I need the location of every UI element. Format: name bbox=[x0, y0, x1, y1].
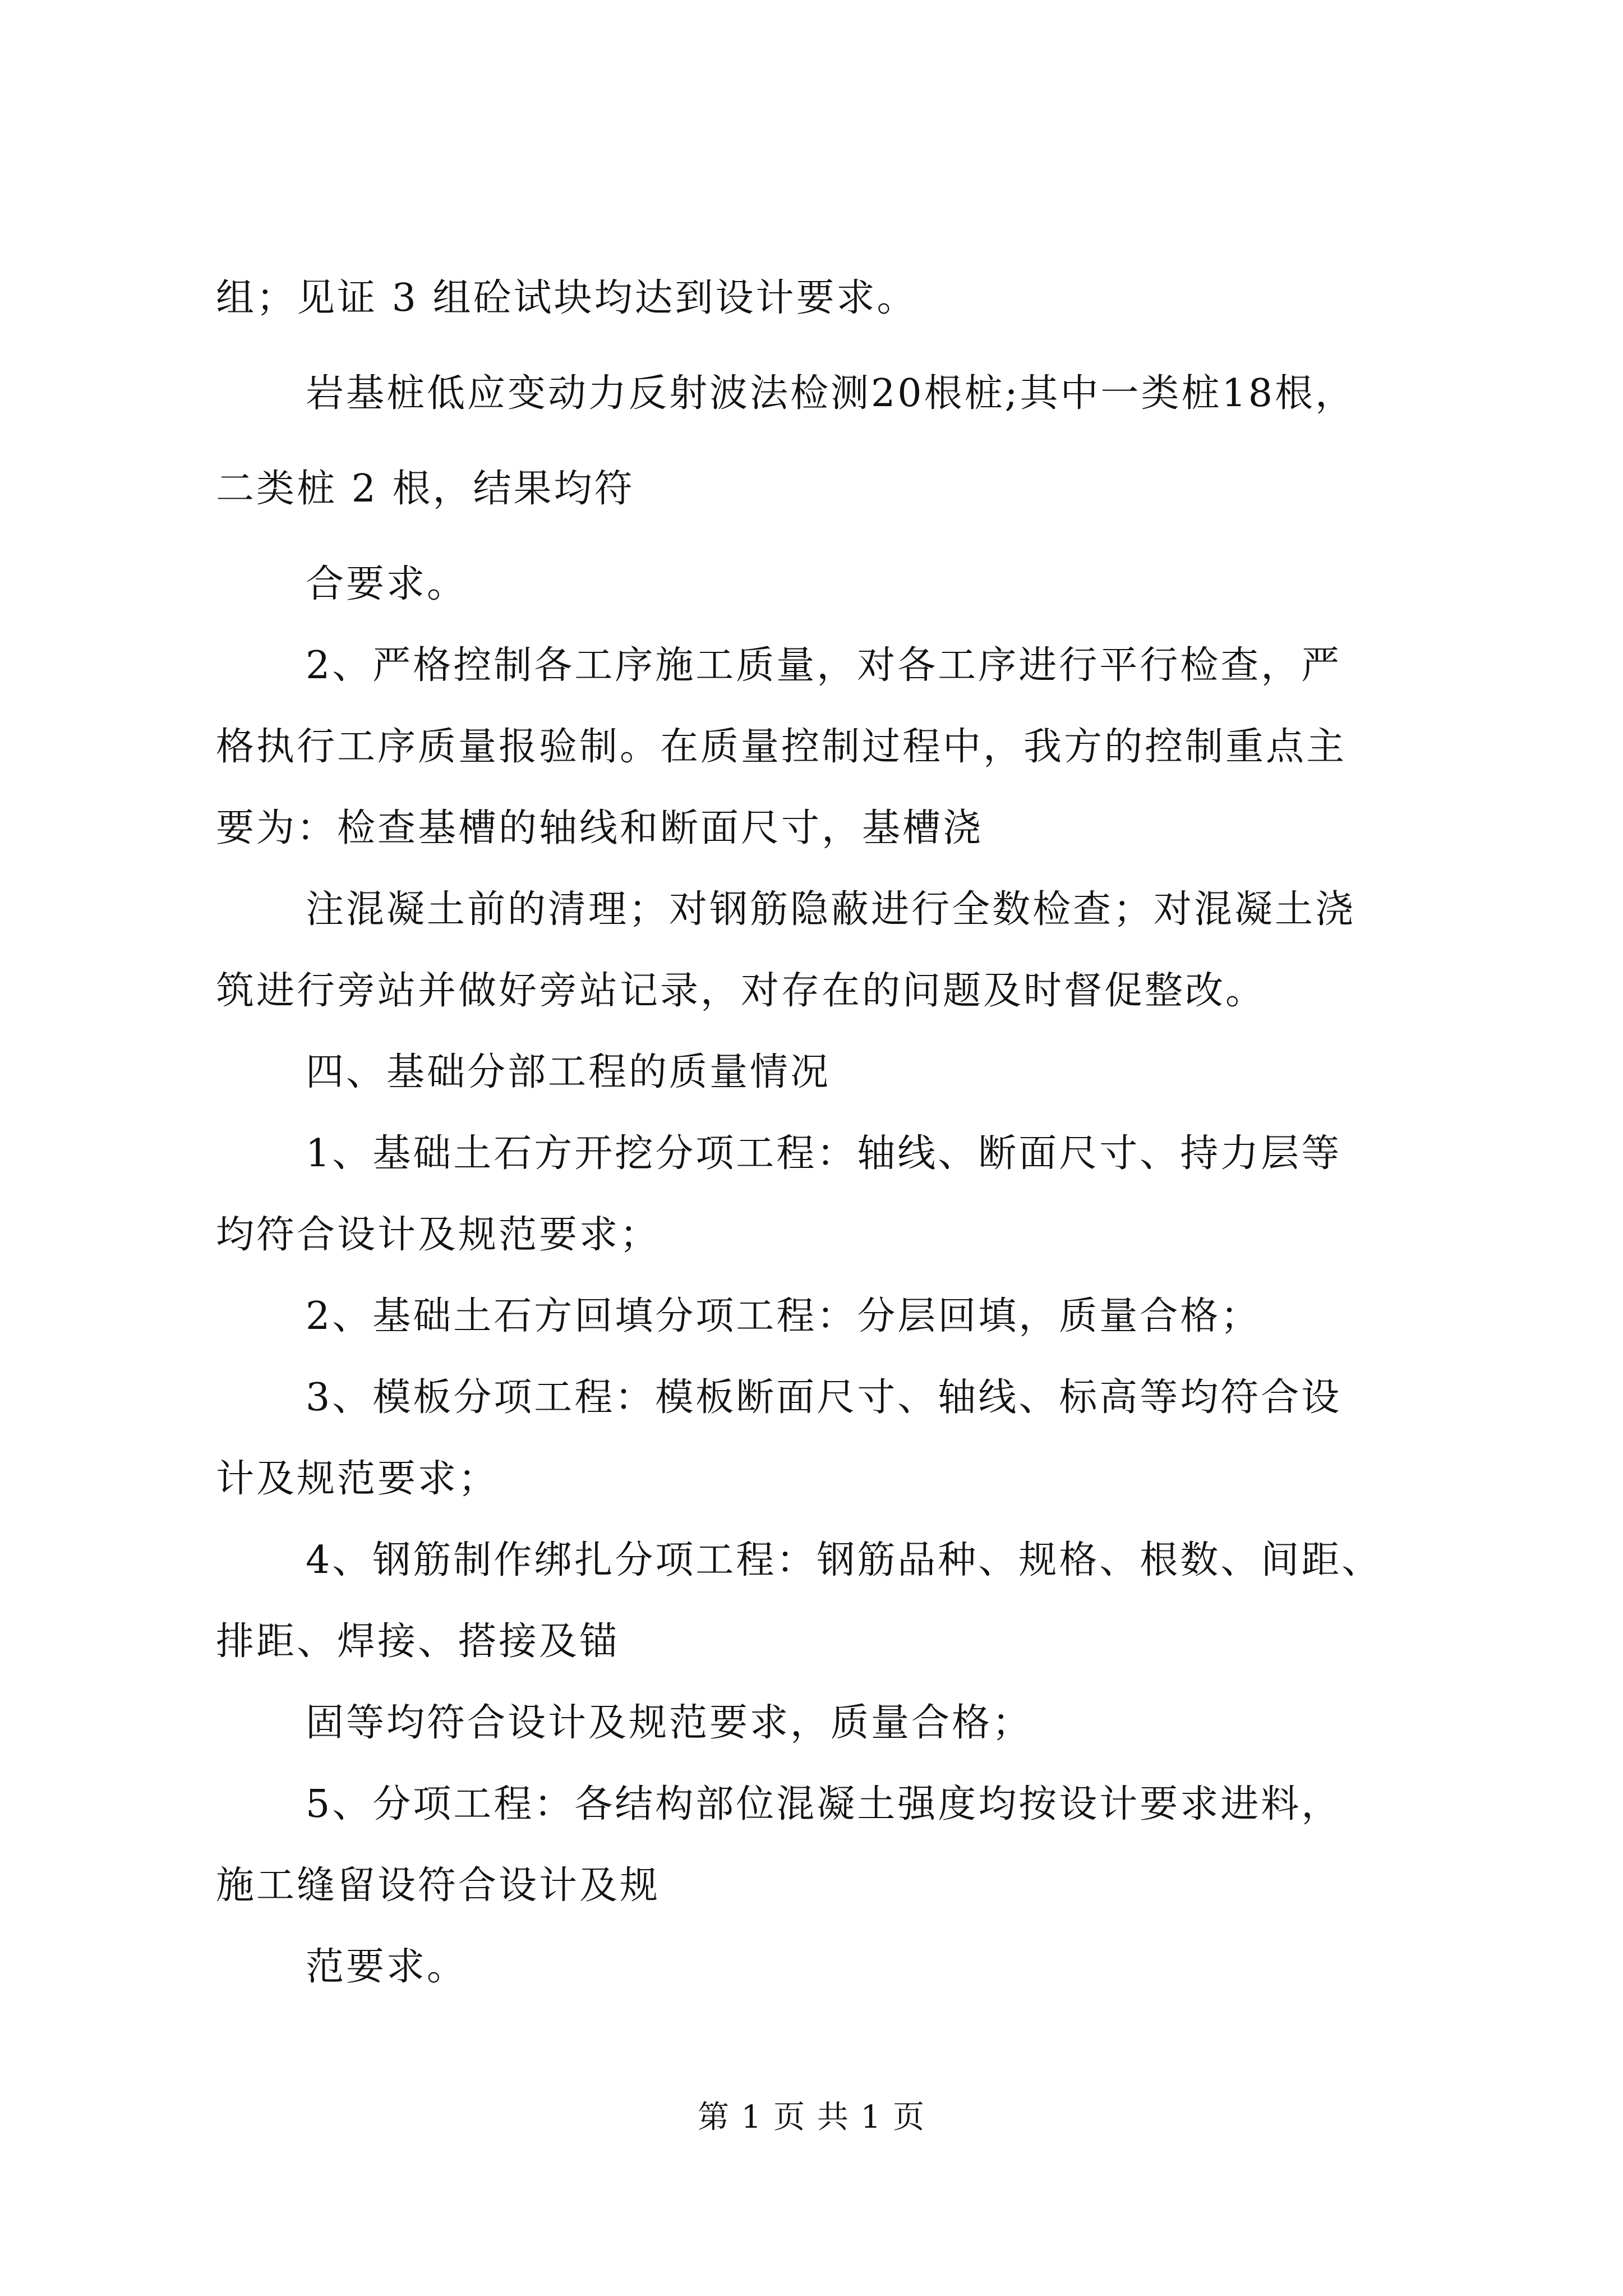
text-line: 均符合设计及规范要求； bbox=[216, 1213, 661, 1257]
text-line: 格执行工序质量报验制。在质量控制过程中，我方的控制重点主 bbox=[216, 725, 1347, 769]
text-line: 范要求。 bbox=[306, 1945, 468, 1989]
section-heading: 四、基础分部工程的质量情况 bbox=[306, 1050, 831, 1094]
page-number-footer: 第 1 页 共 1 页 bbox=[697, 2099, 926, 2136]
text-line: 要为：检查基槽的轴线和断面尺寸，基槽浇 bbox=[216, 806, 984, 850]
text-line: 5、分项工程：各结构部位混凝土强度均按设计要求进料， bbox=[306, 1782, 1342, 1826]
text-line: 2、严格控制各工序施工质量，对各工序进行平行检查，严 bbox=[306, 643, 1342, 688]
text-line: 1、基础土石方开挖分项工程：轴线、断面尺寸、持力层等 bbox=[306, 1131, 1342, 1176]
text-line: 筑进行旁站并做好旁站记录，对存在的问题及时督促整改。 bbox=[216, 969, 1266, 1013]
text-line: 注混凝土前的清理；对钢筋隐蔽进行全数检查；对混凝土浇 bbox=[306, 887, 1356, 932]
text-line: 固等均符合设计及规范要求，质量合格； bbox=[306, 1701, 1033, 1745]
text-line: 合要求。 bbox=[306, 562, 468, 606]
text-line: 施工缝留设符合设计及规 bbox=[216, 1864, 661, 1908]
text-line: 4、钢筋制作绑扎分项工程：钢筋品种、规格、根数、间距、 bbox=[306, 1538, 1382, 1582]
text-line: 2、基础土石方回填分项工程：分层回填，质量合格； bbox=[306, 1294, 1261, 1338]
text-line: 组；见证 3 组砼试块均达到设计要求。 bbox=[216, 276, 917, 320]
text-line: 3、模板分项工程：模板断面尺寸、轴线、标高等均符合设 bbox=[306, 1375, 1342, 1420]
text-line: 计及规范要求； bbox=[216, 1457, 499, 1501]
text-line: 岩基桩低应变动力反射波法检测20根桩;其中一类桩18根， bbox=[306, 371, 1355, 416]
text-line: 排距、焊接、搭接及锚 bbox=[216, 1619, 620, 1664]
text-line: 二类桩 2 根，结果均符 bbox=[216, 467, 635, 511]
